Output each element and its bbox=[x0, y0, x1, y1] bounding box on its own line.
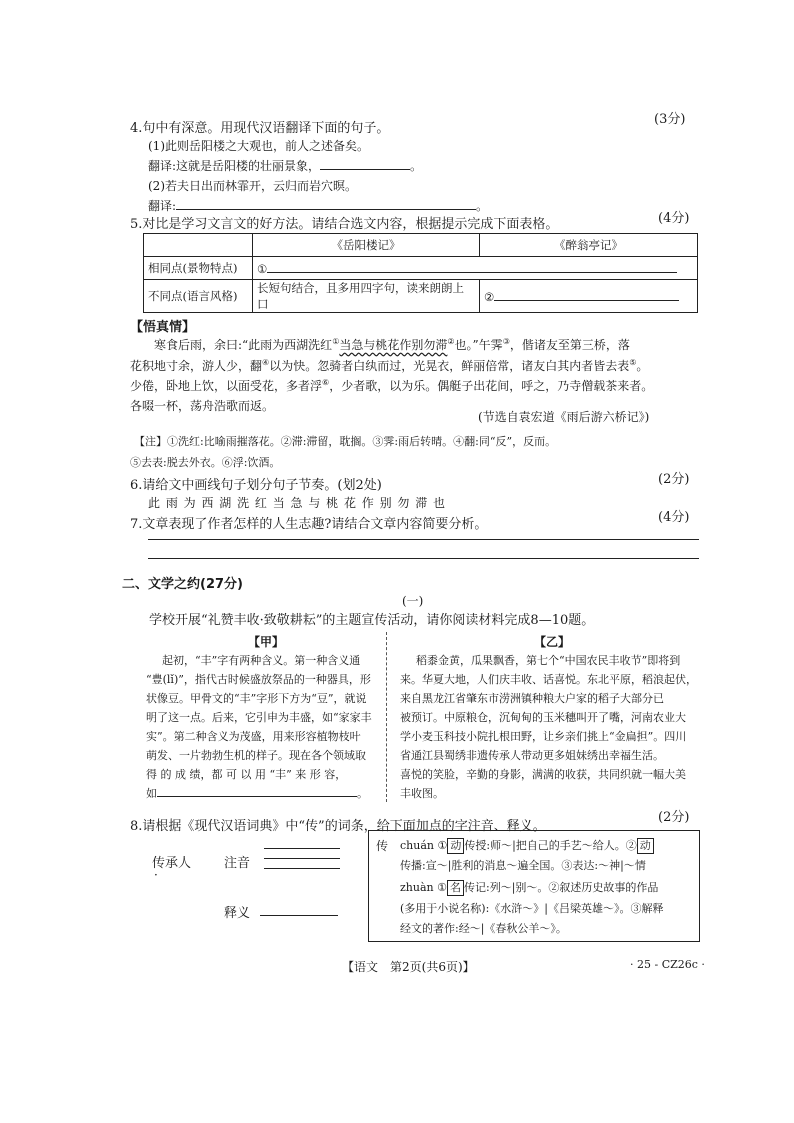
underlined-sentence: 当急与桃花作别勿滞 bbox=[339, 338, 448, 352]
table-header-yueyanglou: 《岳阳楼记》 bbox=[253, 234, 480, 257]
jia-line: 起初，“丰”字有两种含义。第一种含义通 bbox=[162, 654, 361, 667]
pos-tag: 名 bbox=[447, 880, 464, 896]
q8-stem: 8.请根据《现代汉语词典》中“传”的词条，给下面加点的字注音、释义。 bbox=[130, 819, 546, 834]
dict-line-2: 传播:宣～|胜利的消息～遍全国。③表达:～神|～情 bbox=[400, 859, 646, 872]
q4-translation-2 bbox=[148, 197, 488, 214]
q4-translation-2-end: 。 bbox=[476, 199, 489, 213]
yi-line: 来自黑龙江省肇东市涝洲镇种粮大户家的稻子大部分已 bbox=[400, 692, 664, 705]
table-answer-cell-2[interactable] bbox=[480, 280, 698, 313]
material-jia-title: 【甲】 bbox=[248, 635, 285, 649]
passage-text: 花积地寸余，游人少，翻 bbox=[130, 359, 263, 373]
passage-text: 以为快。忽骑者白纨而过，光晃衣，鲜丽倍常，诸友白其内者皆去表 bbox=[269, 359, 630, 373]
footnote-mark: ② bbox=[447, 337, 455, 346]
passage-text: 。 bbox=[636, 359, 649, 373]
answer-blank[interactable] bbox=[494, 289, 679, 301]
q7-score: (4分) bbox=[658, 510, 690, 525]
dict-line-5: 经文的著作:经～|《春秋公羊～》。 bbox=[400, 922, 567, 935]
passage-line-1 bbox=[154, 336, 630, 353]
table-corner bbox=[144, 234, 253, 257]
passage-line-2 bbox=[130, 357, 648, 374]
zhuyin-line[interactable] bbox=[264, 858, 340, 859]
q5-stem: 5.对比是学习文言文的好方法。请结合选文内容，根据提示完成下面表格。 bbox=[130, 217, 559, 232]
answer-blank[interactable] bbox=[320, 157, 410, 170]
q4-translation-1-prefix: 翻译:这就是岳阳楼的壮丽景象， bbox=[148, 159, 321, 173]
notes-line-1: 【注】①洗红:比喻雨摧落花。②滞:滞留，耽搁。③霁:雨后转晴。④翻:同“反”，反而。 bbox=[134, 435, 557, 448]
jia-line: 得 的 成 绩，都 可 以 用 “丰” 来 形 容， bbox=[146, 768, 347, 781]
section-title-wuzhenqing: 【悟真情】 bbox=[130, 320, 196, 335]
q4-sentence-1: (1)此则岳阳楼之大观也，前人之述备矣。 bbox=[148, 139, 369, 153]
dict-line-4: (多用于小说名称):《水浒～》|《吕梁英雄～》。③解释 bbox=[400, 902, 664, 915]
jia-line: 实”。第二种含义为茂盛，用来形容植物枝叶 bbox=[146, 730, 361, 743]
answer-line[interactable] bbox=[148, 539, 699, 540]
pinyin: chuán bbox=[400, 839, 434, 852]
jia-line: “豊(lǐ)”，指代古时候盛放祭品的一种器具，形 bbox=[146, 673, 371, 686]
footnote-mark: ⑥ bbox=[322, 378, 330, 387]
table-row-label-diff: 不同点(语言风格) bbox=[144, 280, 253, 313]
notes-line-2: ⑤去表:脱去外衣。⑥浮:饮酒。 bbox=[130, 456, 281, 469]
dict-text: 传记:列～|别～。②叙述历史故事的作品 bbox=[463, 881, 659, 894]
footnote-mark: ⑤ bbox=[629, 358, 637, 367]
pinyin: zhuàn bbox=[400, 881, 434, 894]
yi-line: 丰收图。 bbox=[400, 787, 444, 800]
q8-score: (2分) bbox=[658, 810, 690, 825]
q4-stem: 4.句中有深意。用现代汉语翻译下面的句子。 bbox=[130, 121, 390, 136]
answer-blank[interactable] bbox=[267, 261, 677, 273]
yi-line: 稻黍金黄，瓜果飘香，第七个“中国农民丰收节”即将到 bbox=[416, 654, 681, 667]
passage-line-3 bbox=[130, 377, 653, 394]
q7-stem: 7.文章表现了作者怎样的人生志趣?请结合文章内容简要分析。 bbox=[130, 517, 488, 532]
table-header-zuiwengting: 《醉翁亭记》 bbox=[480, 234, 698, 257]
passage-source: (节选自袁宏道《雨后游六桥记》) bbox=[478, 410, 650, 424]
comparison-table bbox=[143, 233, 698, 313]
jia-line: 明了这一点。后来，它引申为丰盛，如“家家丰 bbox=[146, 711, 372, 724]
answer-mark-2: ② bbox=[484, 289, 495, 304]
q4-translation-1-end: 。 bbox=[410, 159, 423, 173]
q8-word-text: 传承人 bbox=[152, 856, 192, 871]
footnote-mark: ① bbox=[332, 337, 340, 346]
zhuyin-line[interactable] bbox=[264, 848, 340, 849]
section-2-intro: 学校开展“礼赞丰收·致敬耕耘”的主题宣传活动，请你阅读材料完成8—10题。 bbox=[149, 613, 595, 628]
q4-score: (3分) bbox=[654, 112, 686, 127]
answer-mark-1: ① bbox=[257, 261, 268, 276]
page-footer-code: · 25 - CZ26c · bbox=[630, 958, 705, 971]
q5-score: (4分) bbox=[658, 211, 690, 226]
passage-text: 也。”午霁 bbox=[454, 338, 503, 352]
jia-line: 状像豆。甲骨文的“丰”字形下方为“豆”，就说 bbox=[146, 692, 367, 705]
passage-text: 少倦，卧地上饮，以面受花，多者浮 bbox=[130, 379, 323, 393]
q6-stem: 6.请给文中画线句子划分句子节奏。(划2处) bbox=[130, 478, 382, 493]
section-2-heading: 二、文学之约(27分) bbox=[122, 577, 243, 592]
pos-tag: 动 bbox=[637, 838, 654, 854]
shiyi-label: 释义 bbox=[224, 906, 251, 921]
jia-text: 。 bbox=[357, 787, 368, 800]
passage-text: ，少者歌，以为乐。偶艇子出花间，呼之，乃寺僧载茶来者。 bbox=[329, 379, 654, 393]
jia-text: 如 bbox=[146, 787, 157, 800]
yi-line: 省通江县蜀绣非遗传承人带动更多姐妹绣出幸福生活。 bbox=[400, 749, 664, 762]
passage-line-4: 各啜一杯，荡舟浩歌而返。 bbox=[130, 399, 275, 413]
yi-line: 被预订。中原粮仓，沉甸甸的玉米穗叫开了嘴，河南农业大 bbox=[400, 711, 686, 724]
material-yi-title: 【乙】 bbox=[534, 635, 571, 649]
jia-line-last bbox=[146, 785, 368, 801]
q6-sentence: 此 雨 为 西 湖 洗 红 当 急 与 桃 花 作 别 勿 滞 也 bbox=[148, 496, 447, 510]
yi-line: 学小麦玉科技小院扎根田野，让乡亲们挑上“金扁担”。四川 bbox=[400, 730, 687, 743]
passage-text: 寒食后雨，余曰:“此雨为西湖洗红 bbox=[154, 338, 333, 352]
page-footer-center: 【语文 第2页(共6页)】 bbox=[342, 960, 475, 974]
footnote-mark: ④ bbox=[262, 358, 270, 367]
dict-line-3 bbox=[400, 879, 658, 896]
table-cell-style-text: 长短句结合，且多用四字句，读来朗朗上口 bbox=[253, 280, 480, 313]
pos-tag: 动 bbox=[447, 838, 464, 854]
yi-line: 来。华夏大地，人们庆丰收、话喜悦。东北平原，稻浪起伏， bbox=[400, 673, 697, 686]
section-2-sub: (一) bbox=[402, 594, 424, 608]
answer-blank[interactable] bbox=[176, 197, 476, 210]
q4-sentence-2: (2)若夫日出而林霏开，云归而岩穴暝。 bbox=[148, 179, 357, 193]
q6-score: (2分) bbox=[658, 472, 690, 487]
answer-blank[interactable] bbox=[157, 785, 357, 797]
dict-line-1 bbox=[400, 837, 654, 854]
table-answer-cell-1[interactable] bbox=[253, 257, 698, 280]
shiyi-line[interactable] bbox=[260, 915, 338, 916]
q4-translation-1 bbox=[148, 157, 422, 174]
q4-translation-2-prefix: 翻译: bbox=[148, 199, 177, 213]
passage-text: ，偕诸友至第三桥，落 bbox=[509, 338, 630, 352]
dict-char: 传 bbox=[376, 839, 389, 853]
jia-line: 萌发、一片勃勃生机的样子。现在各个领域取 bbox=[146, 749, 366, 762]
zhuyin-line[interactable] bbox=[264, 868, 340, 869]
dict-text: 传授:师～|把自己的手艺～给人。② bbox=[464, 839, 637, 852]
sense-number: ① bbox=[437, 881, 447, 894]
answer-line[interactable] bbox=[148, 558, 699, 559]
sense-number: ① bbox=[437, 839, 448, 852]
q8-word bbox=[152, 852, 191, 871]
table-row-label-same: 相同点(景物特点) bbox=[144, 257, 253, 280]
zhuyin-label: 注音 bbox=[224, 856, 251, 871]
footnote-mark: ③ bbox=[502, 337, 510, 346]
column-divider bbox=[386, 632, 387, 802]
yi-line: 喜悦的笑脸，辛勤的身影，满满的收获，共同织就一幅大美 bbox=[400, 768, 686, 781]
